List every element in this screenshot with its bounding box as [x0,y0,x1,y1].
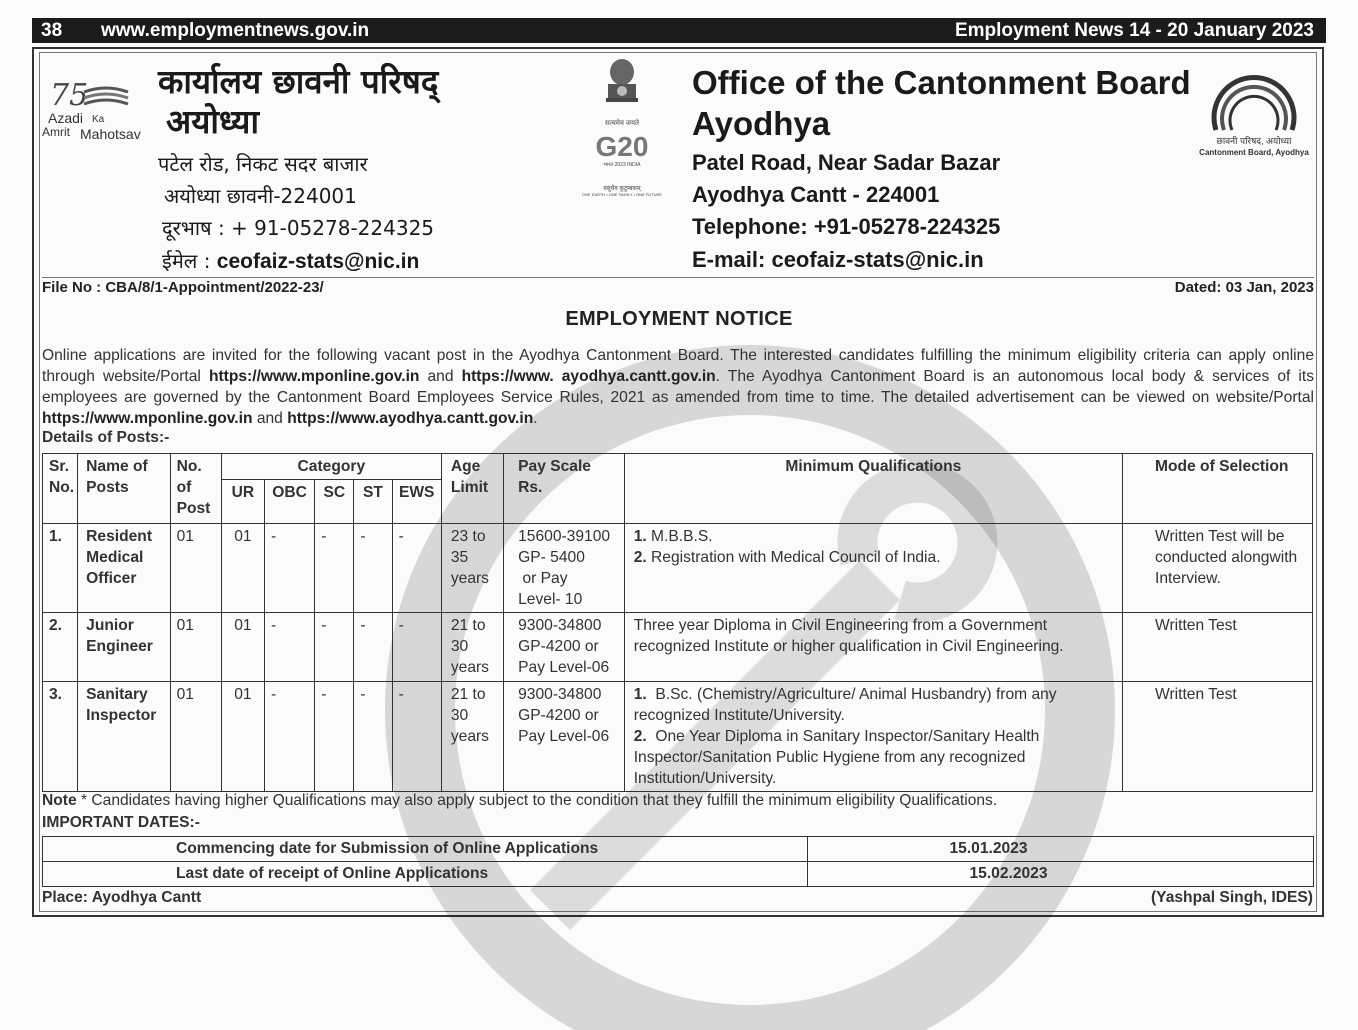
national-emblem-g20: सत्यमेव जयते G20 भारत 2023 INDIA वसुधैव कुटुम्बकम् ONE EARTH • ONE FAMILY • ONE FUTURE [572,58,672,218]
flag-ribbon-icon [82,86,130,108]
signatory-name: (Yashpal Singh, IDES) [1150,889,1313,906]
col-header-qualifications: Minimum Qualifications [624,454,1122,524]
english-phone: Telephone: +91-05278-224325 [692,214,1001,239]
details-of-posts-label: Details of Posts:- [42,429,170,446]
hindi-address-1: पटेल रोड, निकट सदर बाजार [158,152,368,176]
col-header-sr: Sr. No. [43,454,78,524]
hindi-office-title: कार्यालय छावनी परिषद् [158,62,439,101]
table-row: 2. Junior Engineer 01 01 - - - - 21 to 30 years 9300-34800 GP-4200 or Pay Level-06 Three year Diploma in Civil Engineering from a Government recognized Institute or higher qualification in Civil Engineering. Written Test [43,613,1313,682]
english-office-header [692,62,1212,272]
col-header-age: Age Limit [441,454,503,524]
newspaper-header-bar [32,18,1326,43]
col-header-mode: Mode of Selection [1123,454,1313,524]
cantonment-board-logo [1196,58,1312,168]
mponline-link-2[interactable]: https://www.mponline.gov.in [42,410,253,427]
hindi-office-city: अयोध्या [166,102,259,141]
table-row: Commencing date for Submission of Online Applications 15.01.2023 [43,837,1314,862]
important-dates-table [42,836,1314,887]
notice-date: Dated: 03 Jan, 2023 [1174,279,1314,296]
cb-logo-caption-english: Cantonment Board, Ayodhya [1199,148,1309,157]
azadi-ka-amrit-mahotsav-logo: 75 Azadi Ka Amrit Mahotsav [42,78,141,142]
arch-logo-icon [1204,58,1304,138]
col-header-no: No. of Post [170,454,221,524]
file-number-line [42,277,1314,296]
col-header-category: Category [221,454,441,480]
col-header-obc: OBC [265,480,315,524]
important-dates-label: IMPORTANT DATES:- [42,814,200,831]
col-header-sc: SC [315,480,354,524]
website-url[interactable]: www.employmentnews.gov.in [101,19,370,41]
issue-date: Employment News 14 - 20 January 2023 [954,19,1314,41]
intro-paragraph: Online applications are invited for the following vacant post in the Ayodhya Cantonment Board. The interested candidates fulfilling the minimum eligibility criteria can apply online through website/Portal https://www.mponline.gov.in and https://www. ayodhya.cantt.gov.in. The Ayodhya Cantonment Board is an autonomous local body & services of its employees are governed by the Cantonment Board Employees Service Rules, 2021 as amended from time to time. The detailed advertisement can be viewed on website/Portal https://www.mponline.gov.in and https://www.ayodhya.cantt.gov.in. [42,347,1314,427]
table-row: 1. Resident Medical Officer 01 01 - - - - 23 to 35 years 15600-39100 GP- 5400 or Pay Level- 10 1. M.B.B.S. 2. Registration with Medical Council of India. Written Test will be conducted alongwith Interview. [43,524,1313,613]
hindi-phone: दूरभाष : + 91-05278-224325 [162,216,435,240]
table-row: 3. Sanitary Inspector 01 01 - - - - 21 to 30 years 9300-34800 GP-4200 or Pay Level-06 1. B.Sc. (Chemistry/Agriculture/ Animal Husbandry) from any recognized Institute/University. 2. One Year Diploma in Sanitary Inspector/Sanitary Health Inspector/Sanitation Public Hygiene from any recognized Institution/University. Written Test [43,682,1313,792]
hindi-address-2: अयोध्या छावनी-224001 [164,184,357,208]
col-header-pay: Pay Scale Rs. [504,454,625,524]
ayodhya-cantt-link-2[interactable]: https://www.ayodhya.cantt.gov.in [287,410,534,427]
ashoka-emblem-icon [600,58,644,116]
col-header-ews: EWS [392,480,441,524]
table-row: Last date of receipt of Online Applications 15.02.2023 [43,862,1314,887]
g20-logo: G20 [595,131,649,162]
file-number: File No : CBA/8/1-Appointment/2022-23/ [42,279,324,296]
english-address-1: Patel Road, Near Sadar Bazar [692,150,1001,175]
note-line: Note * Candidates having higher Qualifications may also apply subject to the condition that they fulfill the minimum eligibility Qualifications. [42,792,998,809]
english-address-2: Ayodhya Cantt - 224001 [692,182,940,207]
ayodhya-cantt-link[interactable]: https://www. ayodhya.cantt.gov.in [461,368,716,385]
emblem-motto: सत्यमेव जयते [604,120,640,127]
posts-table [42,453,1313,792]
hindi-email[interactable]: ceofaiz-stats@nic.in [216,250,420,273]
col-header-st: ST [354,480,392,524]
mponline-link[interactable]: https://www.mponline.gov.in [208,368,420,385]
page-number: 38 [41,19,63,41]
place-line: Place: Ayodhya Cantt [42,889,202,906]
english-email[interactable]: E-mail: ceofaiz-stats@nic.in [692,247,984,272]
english-office-city: Ayodhya [692,105,831,142]
hindi-office-header [158,62,558,273]
cb-logo-caption-hindi: छावनी परिषद, अयोध्या [1216,136,1292,146]
hindi-email-line: ईमेल : ceofaiz-stats@nic.in [162,249,420,273]
col-header-name: Name of Posts [78,454,170,524]
english-office-title: Office of the Cantonment Board [692,64,1191,101]
table-header-row [43,454,1313,480]
col-header-ur: UR [221,480,264,524]
notice-title: EMPLOYMENT NOTICE [565,308,793,330]
